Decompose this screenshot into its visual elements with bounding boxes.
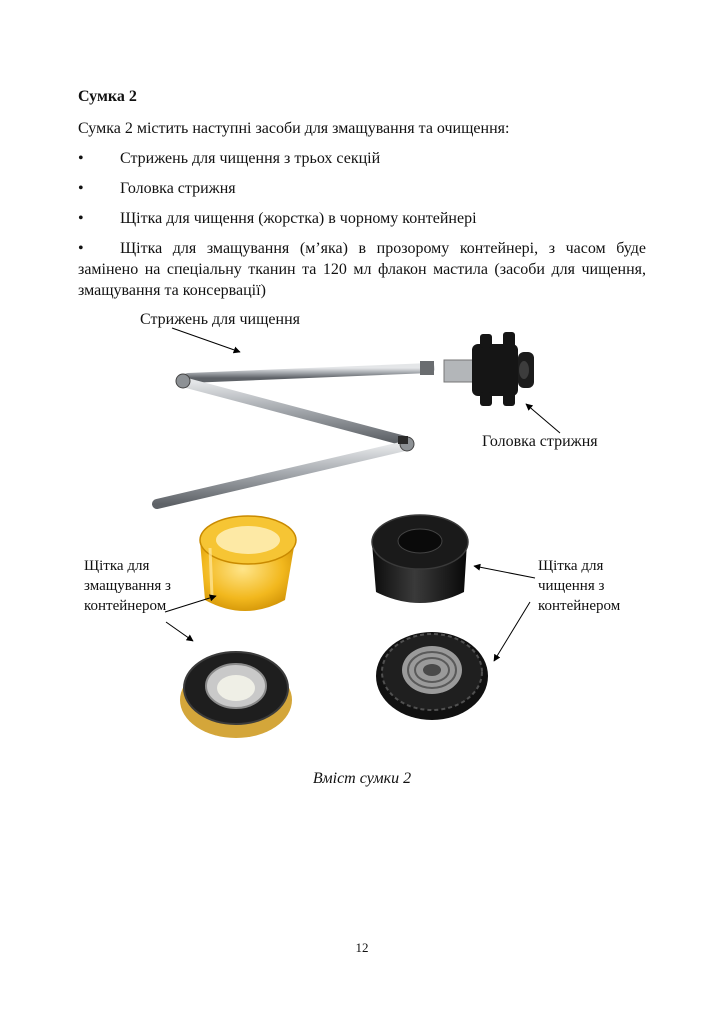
clean-brush-container-lid (372, 515, 468, 603)
intro-text: Сумка 2 містить наступні засоби для змащування та очищення: (78, 120, 510, 137)
rod-head (444, 332, 534, 406)
label-line: чищення з (538, 578, 605, 594)
label-clean-brush (538, 556, 620, 616)
bullet-symbol: • (78, 240, 84, 257)
label-line: контейнером (84, 598, 167, 614)
label-line: змащування з (84, 578, 171, 594)
list-item-text: Щітка для чищення (жорстка) в чорному контейнері (120, 210, 477, 227)
label-line: Щітка для (538, 558, 604, 574)
bullet-symbol: • (78, 210, 84, 227)
label-cleaning-rod: Стрижень для чищення (140, 311, 301, 328)
label-line: контейнером (538, 598, 621, 614)
section-heading: Сумка 2 (78, 88, 137, 105)
clean-brush-base (376, 632, 488, 720)
list-item-text: Головка стрижня (120, 180, 236, 197)
cleaning-rod (157, 361, 434, 504)
label-line: Щітка для (84, 558, 150, 574)
label-rod-head: Головка стрижня (482, 433, 598, 450)
label-lube-brush (84, 556, 171, 616)
page-number: 12 (355, 940, 369, 955)
lube-brush-base (180, 652, 292, 738)
figure-caption: Вміст сумки 2 (312, 770, 412, 787)
bullet-symbol: • (78, 150, 84, 167)
list-item-text: Стрижень для чищення з трьох секцій (120, 150, 381, 167)
bullet-symbol: • (78, 180, 84, 197)
list-item-text: Щітка для змащування (м’яка) в прозорому контейнері, з часом буде замінено на спеціальну тканин та 120 мл флакон мастила (засоби для чищення, змащування та консервації) (78, 240, 646, 299)
